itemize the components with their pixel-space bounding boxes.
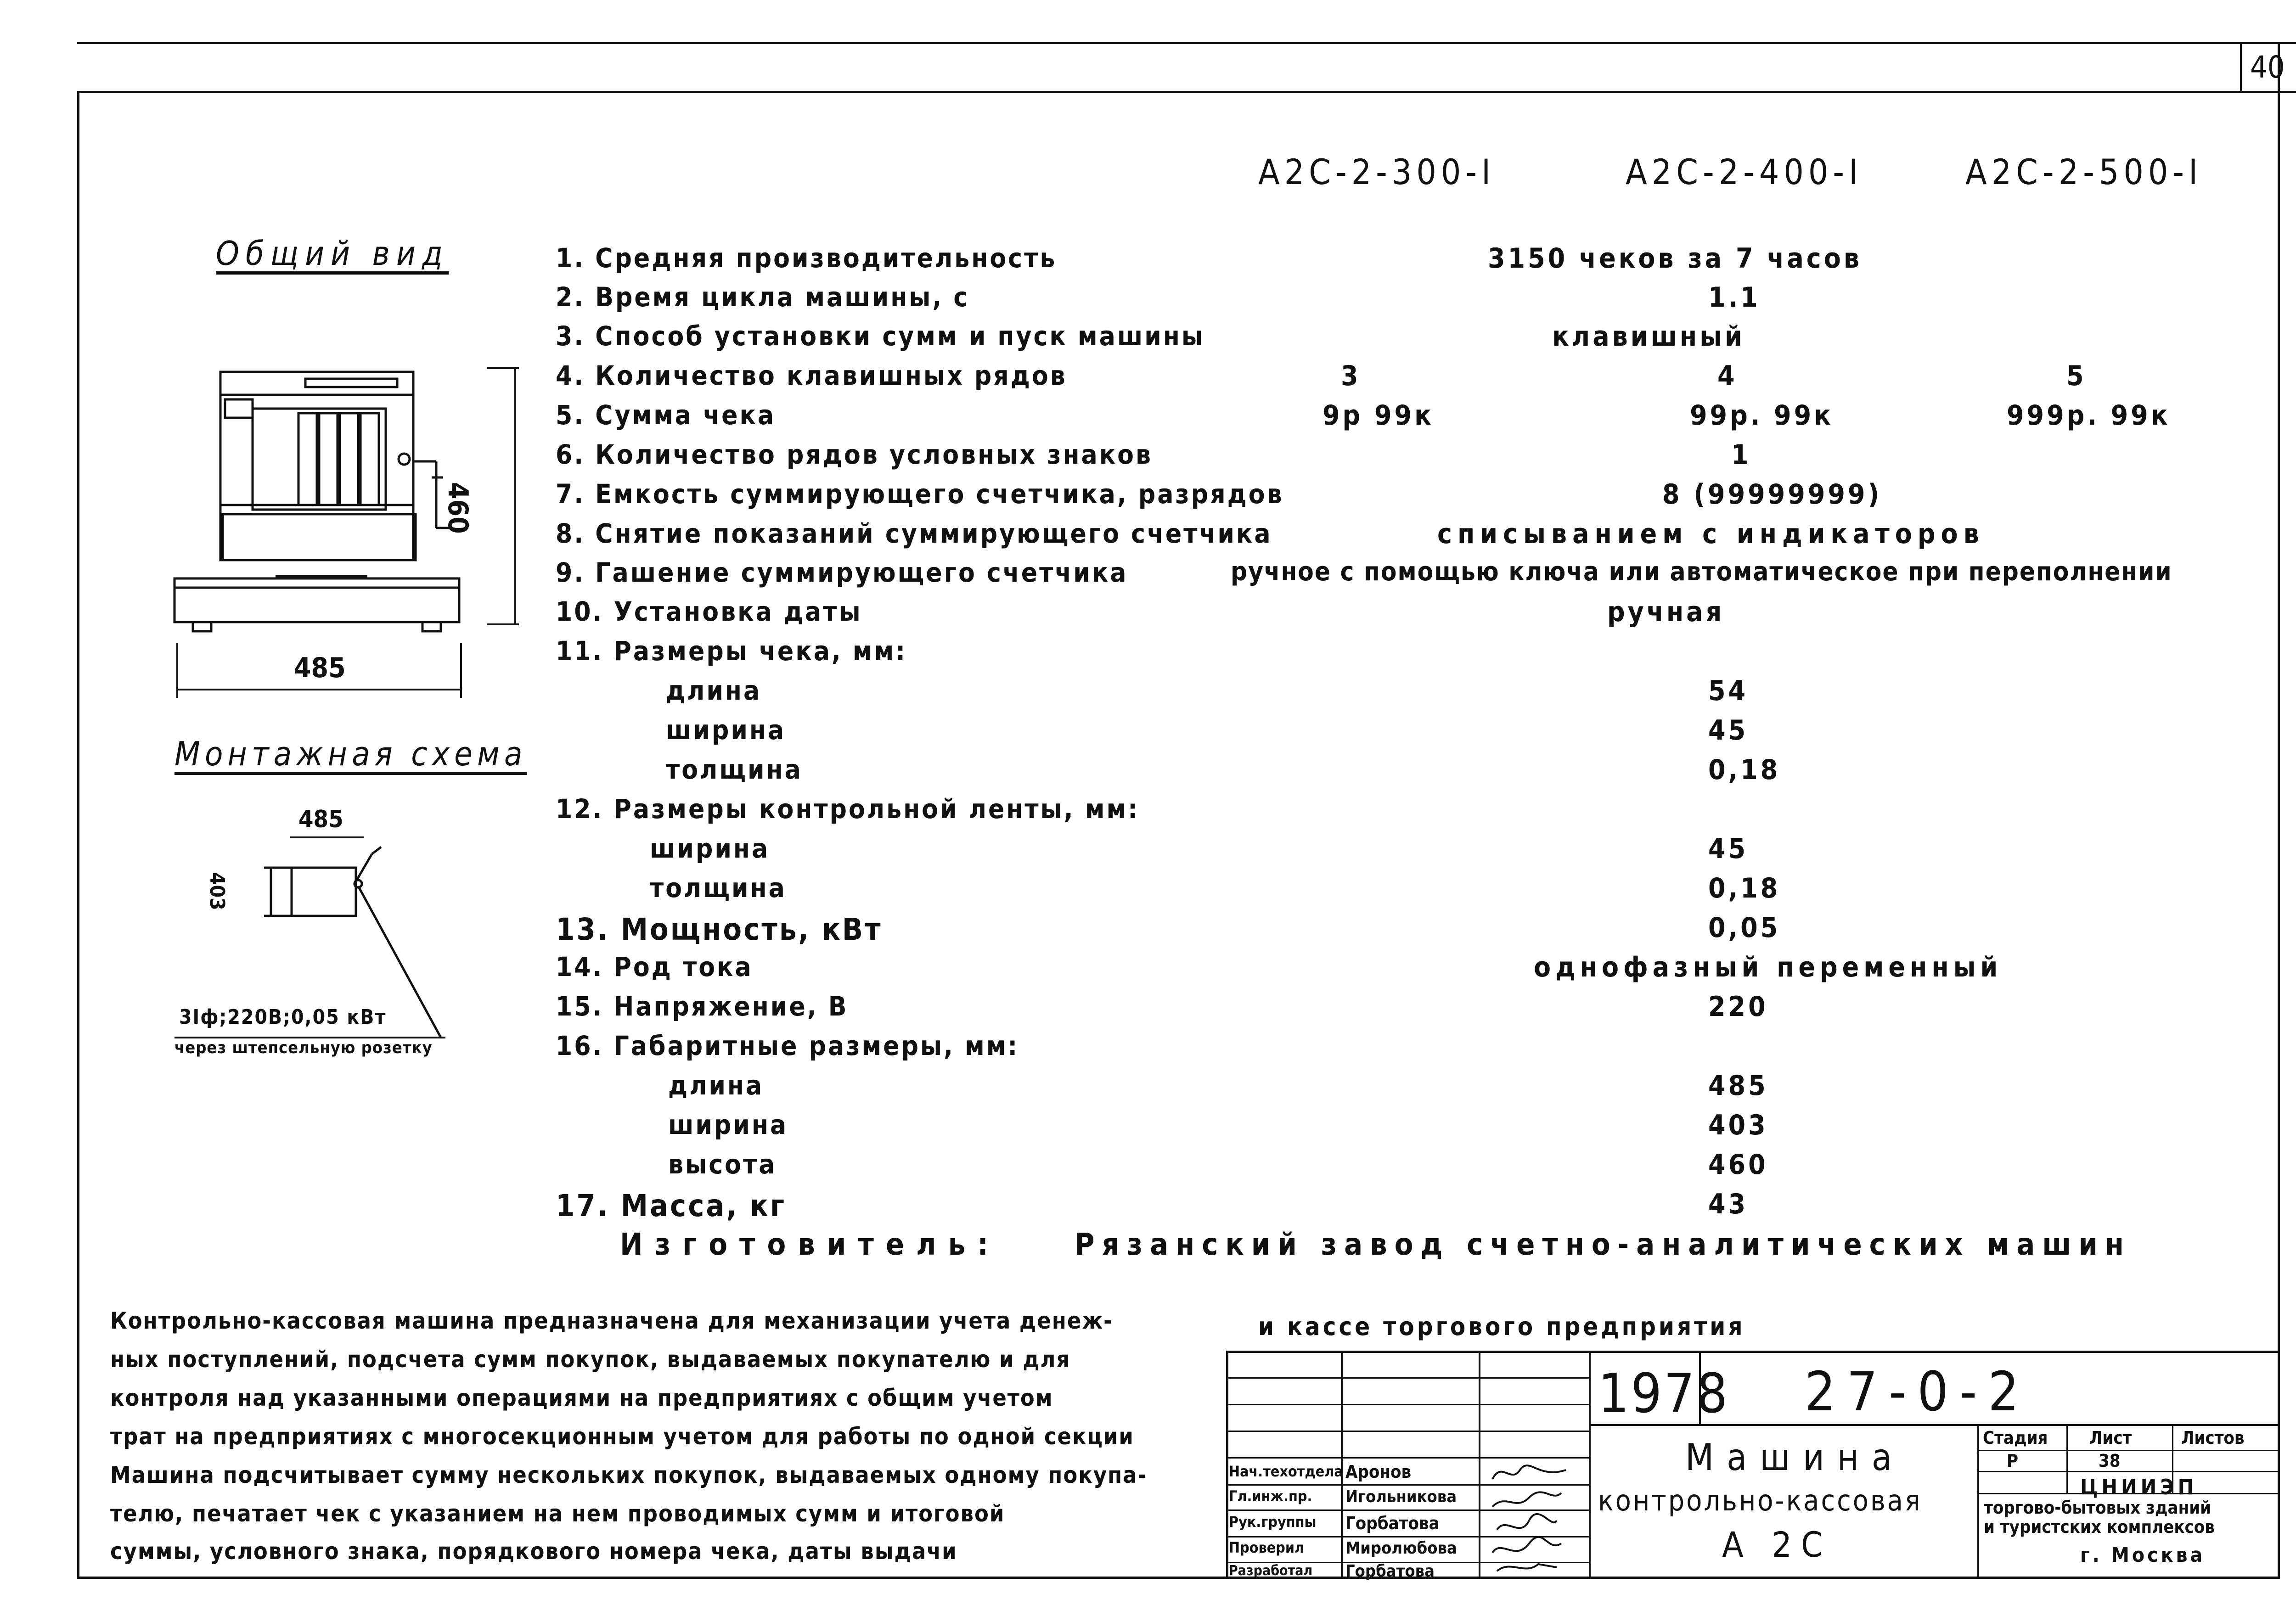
spec-value-16-width: 403 [1708,1109,1768,1141]
spec-value-11-length: 54 [1708,675,1749,707]
spec-label-11-length: длина [666,675,762,706]
manufacturer-value: Рязанский завод счетно-аналитических машин [1075,1227,2131,1262]
spec-label-3: 3. Способ установки сумм и пуск машины [556,320,1205,352]
stamp-title-3: А 2С [1722,1524,1832,1565]
spec-value-10: ручная [1607,596,1725,628]
org-3: и туристских комплексов [1984,1517,2215,1537]
spec-label-8: 8. Снятие показаний суммирующего счетчика [556,518,1272,549]
description-line-3: контроля над указанными операциями на предприятиях с общим учетом [110,1385,1053,1411]
mount-height-dimension: 403 [205,872,229,910]
width-dimension: 485 [294,652,346,684]
signer-name-2: Игольникова [1345,1487,1457,1506]
spec-value-4a: 3 [1341,360,1361,392]
frame-top [77,91,2296,93]
spec-value-5c: 999р. 99к [2007,399,2171,432]
spec-value-5a: 9р 99к [1322,399,1434,432]
signer-name-5: Горбатова [1345,1562,1435,1581]
spec-label-12-thickness: толщина [650,872,787,903]
top-rule [77,42,2296,44]
general-view-title: Общий вид [216,234,449,273]
stamp-year: 1978 [1598,1362,1730,1425]
spec-value-3: клавишный [1552,320,1745,353]
spec-value-9: ручное с помощью ключа или автоматическое при переполнении [1231,557,2172,587]
title-block [1226,1351,2278,1581]
signatures [1483,1461,1584,1576]
spec-value-2: 1.1 [1708,281,1761,314]
spec-label-1: 1. Средняя производительность [556,242,1057,274]
spec-label-15: 15. Напряжение, В [556,991,849,1022]
signer-name-4: Миролюбова [1345,1539,1457,1558]
height-dimension: 460 [442,482,474,534]
frame-bottom [77,1577,2280,1579]
description-continuation: и кассе торгового предприятия [1258,1312,1745,1341]
org-2: торгово-бытовых зданий [1984,1498,2212,1518]
model-1: А2С-2-300-I [1258,152,1496,192]
spec-label-16: 16. Габаритные размеры, мм: [556,1030,1019,1061]
power-note-1: 3Iф;220В;0,05 кВт [179,1005,387,1029]
description-line-6: телю, печатает чек с указанием на нем проводимых сумм и итоговой [110,1500,1005,1527]
signer-role-4: Проверил [1229,1539,1305,1556]
spec-label-5: 5. Сумма чека [556,399,776,431]
spec-value-5b: 99р. 99к [1690,399,1834,432]
spec-value-11-thickness: 0,18 [1708,754,1781,786]
spec-label-11-thickness: толщина [666,754,803,785]
signer-name-1: Аронов [1345,1462,1412,1482]
spec-value-4c: 5 [2066,360,2087,392]
spec-value-4b: 4 [1717,360,1738,392]
signer-role-1: Нач.техотдела [1229,1463,1343,1480]
signer-role-3: Рук.группы [1229,1513,1317,1531]
spec-label-9: 9. Гашение суммирующего счетчика [556,557,1128,588]
sheet-header: Лист [2089,1428,2132,1448]
spec-value-11-width: 45 [1708,714,1749,746]
spec-value-12-thickness: 0,18 [1708,872,1781,904]
spec-label-12-width: ширина [650,833,770,864]
model-2: А2С-2-400-I [1626,152,1863,192]
description-line-4: трат на предприятиях с многосекционным учетом для работы по одной секции [110,1423,1134,1450]
frame-right [2278,42,2280,1578]
spec-label-16-width: ширина [668,1109,788,1140]
spec-value-12-width: 45 [1708,833,1749,865]
spec-value-15: 220 [1708,991,1768,1023]
mount-width-dimension: 485 [298,806,343,833]
spec-label-17: 17. Масса, кг [556,1188,787,1223]
stamp-title-2: контрольно-кассовая [1598,1484,1922,1517]
spec-value-13: 0,05 [1708,912,1781,944]
spec-label-4: 4. Количество клавишных рядов [556,360,1067,391]
stamp-title-1: Машина [1685,1436,1905,1479]
sheet-value: 38 [2099,1451,2121,1471]
mounting-scheme-title: Монтажная схема [174,735,527,773]
spec-label-13: 13. Мощность, кВт [556,912,883,947]
signer-role-5: Разработал [1229,1563,1313,1579]
power-note-2: через штепсельную розетку [174,1038,433,1057]
description-line-2: ных поступлений, подсчета сумм покупок, выдаваемых покупателю и для [110,1346,1071,1373]
frame-left [77,91,79,1578]
spec-value-6: 1 [1731,439,1751,471]
spec-value-17: 43 [1708,1188,1749,1220]
manufacturer-label: Изготовитель: [620,1227,1000,1262]
spec-label-10: 10. Установка даты [556,596,862,627]
org-1: ЦНИИЭП [2080,1475,2198,1499]
model-3: А2С-2-500-I [1965,152,2203,192]
stamp-code: 27-0-2 [1805,1360,2030,1423]
sheets-header: Листов [2181,1428,2245,1448]
description-line-1: Контрольно-кассовая машина предназначена для механизации учета денеж- [110,1307,1113,1334]
spec-label-12: 12. Размеры контрольной ленты, мм: [556,793,1139,825]
spec-label-16-length: длина [668,1070,764,1101]
signer-name-3: Горбатова [1345,1513,1440,1533]
spec-value-7: 8 (99999999) [1662,478,1882,511]
spec-value-8: списыванием с индикаторов [1437,518,1985,550]
description-line-5: Машина подсчитывает сумму нескольких покупок, выдаваемых одному покупа- [110,1462,1148,1488]
spec-value-16-length: 485 [1708,1070,1768,1102]
spec-label-11: 11. Размеры чека, мм: [556,635,907,667]
description-line-7: суммы, условного знака, порядкового номера чека, даты выдачи [110,1538,957,1565]
signer-role-2: Гл.инж.пр. [1229,1487,1312,1505]
spec-label-6: 6. Количество рядов условных знаков [556,439,1153,470]
spec-value-1: 3150 чеков за 7 часов [1488,242,1863,275]
spec-value-16-height: 460 [1708,1149,1768,1181]
spec-label-2: 2. Время цикла машины, с [556,281,970,313]
stage-value: Р [2007,1451,2019,1471]
spec-label-7: 7. Емкость суммирующего счетчика, разрядов [556,478,1284,510]
spec-label-16-height: высота [668,1149,777,1180]
spec-label-14: 14. Род тока [556,951,753,982]
page-number: 40 [2250,50,2285,85]
stage-header: Стадия [1983,1428,2048,1448]
spec-value-14: однофазный переменный [1534,951,2003,983]
spec-label-11-width: ширина [666,714,786,746]
org-4: г. Москва [2080,1543,2206,1567]
